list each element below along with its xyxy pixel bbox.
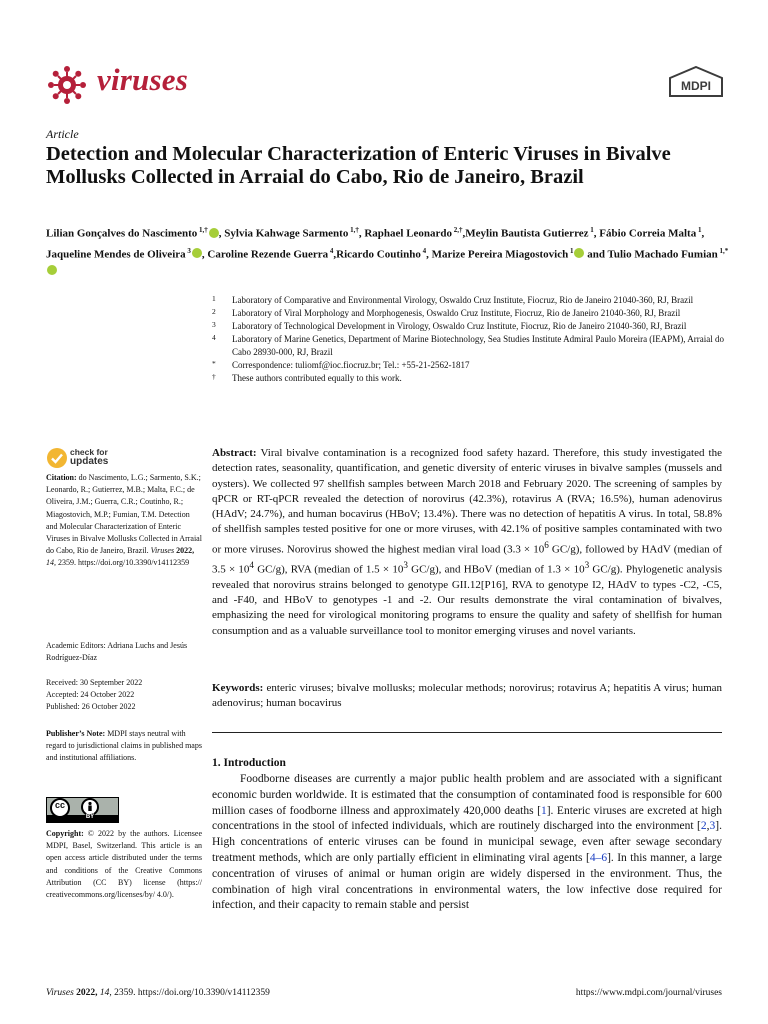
publisher-note	[46, 728, 202, 765]
affiliation-mark: 3	[212, 320, 216, 329]
affiliation-text: These authors contributed equally to this work.	[232, 373, 402, 383]
affiliation-text: Laboratory of Marine Genetics, Department of Marine Biotechnology, Sea Studies Institute Admiral Paulo Moreira (IEAPM), Arraial do Cabo 28930-000, RJ, Brazil	[232, 334, 725, 357]
academic-editors: Academic Editors: Adriana Luchs and Jesús Rodríguez-Díaz	[46, 641, 188, 663]
copyright-label: Copyright:	[46, 829, 84, 838]
orcid-icon[interactable]	[574, 248, 584, 258]
author-affiliation-mark: 4	[420, 246, 427, 255]
intro-text-3: ,	[706, 820, 710, 833]
affiliation-mark: *	[212, 359, 216, 368]
publisher-note-text: MDPI stays neutral with regard to jurisdictional claims in published maps and institutional affiliations.	[46, 729, 202, 763]
section-heading-introduction: 1. Introduction	[212, 757, 286, 769]
reference-link[interactable]: 4–6	[589, 851, 608, 864]
author-separator: ,	[462, 227, 466, 240]
author-affiliation-mark: 1,*	[717, 246, 729, 255]
check-updates-label[interactable]	[70, 448, 108, 466]
affiliation-item	[212, 359, 732, 372]
affiliation-text: Correspondence: tuliomf@ioc.fiocruz.br; Tel.: +55-21-2562-1817	[232, 360, 470, 370]
check-updates-line1: check for	[70, 447, 108, 457]
publisher-note-label: Publisher’s Note:	[46, 729, 106, 738]
intro-text-1: Foodborne diseases are currently a major public health problem and are associated with a significant economic burden worldwide. It is estimated that the consumption of contaminated food is responsible for 600 million cases of foodborne illness and approximately 420,000 deaths [	[212, 773, 722, 817]
affiliation-mark: †	[212, 372, 216, 381]
abstract-text-1: Viral bivalve contamination is a recognized food safety hazard. Therefore, this study investigated the detection rates, seasonality, quantification, and genetic diversity of enteric viruses in bivalve samples (mussels and oysters). We collected 97 shellfish samples between March 2018 and February 2020. The screening of samples by qPCR or RT-qPCR revealed the detection of norovirus (42.3%), rotavirus A (RVA; 16.5%), human adenovirus (HAdV; 24.7%), and human bocavirus (HBoV; 13.4%). There was no detection of hepatitis A virus. In total, 58.8% of shellfish samples tested positive for one or more viruses, with 42.1% of positive samples contaminated with two or more viruses. Norovirus showed the highest median viral load (3.3 × 10	[212, 447, 722, 556]
intro-text-2: ]. Enteric viruses are excreted at high concentrations in the stool of infected individuals, which are routinely discharged into the environment [	[212, 804, 722, 833]
affiliation-item	[212, 372, 732, 385]
footer-journal: Viruses	[46, 988, 74, 998]
author-affiliation-mark: 1	[588, 226, 594, 234]
abstract-exp-1: 6	[544, 539, 549, 550]
citation	[46, 472, 202, 570]
citation-journal: Viruses	[150, 546, 175, 556]
reference-link[interactable]: 3	[709, 820, 716, 833]
affiliation-text: Laboratory of Viral Morphology and Morphogenesis, Oswaldo Cruz Institute, Fiocruz, Rio de Janeiro 21040-360, RJ, Brazil	[232, 308, 681, 318]
reference-link[interactable]: 1	[540, 804, 547, 817]
author-separator: ,	[426, 248, 432, 261]
footer-volume: 14,	[99, 988, 112, 998]
author-name: Jaqueline Mendes de Oliveira	[46, 248, 186, 261]
citation-year: 2022,	[176, 546, 195, 556]
check-updates-icon[interactable]	[46, 447, 68, 469]
affiliations	[212, 294, 732, 385]
copyright	[46, 828, 202, 901]
section-divider	[212, 732, 722, 733]
publisher-name: MDPI	[681, 79, 711, 93]
article-title: Detection and Molecular Characterization of Enteric Viruses in Bivalve Mollusks Collected in Arraial do Cabo, Rio de Janeiro, Brazil	[46, 143, 671, 188]
affiliation-item	[212, 294, 732, 307]
copyright-text: © 2022 by the authors. Licensee MDPI, Basel, Switzerland. This article is an open access article distributed under the terms and conditions of the Creative Commons Attribution (CC BY) license (https:// creativecommons.org/licenses/by/ 4.0/).	[46, 829, 203, 900]
author-affiliation-mark: 1	[696, 226, 702, 234]
author-separator: ,	[333, 248, 337, 261]
author-affiliation-mark: 4	[328, 246, 334, 255]
citation-volume: 14,	[46, 558, 56, 568]
affiliation-item	[212, 333, 732, 359]
abstract-text-5: GC/g). Phylogenetic analysis revealed that norovirus strains belonged to genotype GII.12[P16], RVA to genotype I2, HAdV to types -C2, -C5, and -F40, and HBoV to genotypes -1 and -2. Our results demonstrate the viral contamination of bivalves, emphasizing the need for virological monitoring programs to ensure the quality and safety of shellfish for human consumption and as a valuable surveillance tool to monitor emerging viruses and novel variants.	[212, 563, 722, 637]
footer-doi-link[interactable]: 2359. https://doi.org/10.3390/v14112359	[114, 988, 270, 998]
keywords	[212, 681, 722, 712]
published-date: Published: 26 October 2022	[46, 702, 136, 712]
affiliation-text: Laboratory of Technological Development in Virology, Oswaldo Cruz Institute, Fiocruz, Rio de Janeiro 21040-360, RJ, Brazil	[232, 321, 687, 331]
cc-by-license-icon[interactable]	[46, 797, 119, 823]
author-affiliation-mark: 1,†	[197, 226, 208, 234]
author-name: Tulio Machado Fumian	[607, 248, 718, 261]
affiliation-item	[212, 320, 732, 333]
cc-by-label: BY	[85, 814, 95, 820]
received-date: Received: 30 September 2022	[46, 678, 143, 687]
affiliation-mark: 1	[212, 294, 216, 303]
footer-year: 2022,	[76, 988, 98, 998]
introduction-paragraph	[212, 772, 722, 914]
cc-label: cc	[54, 800, 65, 810]
author-name: Marize Pereira Miagostovich	[431, 248, 569, 261]
author-name: Lilian Gonçalves do Nascimento	[46, 227, 198, 240]
abstract-label: Abstract:	[212, 447, 257, 459]
keywords-label: Keywords:	[212, 682, 264, 694]
reference-link[interactable]: 2	[700, 820, 707, 833]
author-name: Raphael Leonardo	[364, 227, 453, 240]
author-name: Fábio Correia Malta	[599, 227, 697, 240]
author-separator: ,	[218, 227, 225, 240]
article-dates	[46, 677, 202, 714]
author-separator: ,	[201, 248, 208, 261]
author-affiliation-mark: 1	[568, 246, 574, 255]
affiliation-mark: 2	[212, 307, 216, 316]
abstract-exp-4: 3	[584, 559, 590, 570]
author-name: Ricardo Coutinho	[336, 248, 421, 261]
abstract-text-2: GC/g), followed by HAdV (median of 3.5 × 10	[212, 543, 722, 576]
footer-citation	[46, 988, 270, 998]
orcid-icon[interactable]	[47, 265, 57, 275]
article-type: Article	[46, 127, 79, 141]
author-separator: ,	[593, 227, 600, 240]
citation-text: do Nascimento, L.G.; Sarmento, S.K.; Leonardo, R.; Gutierrez, M.B.; Malta, F.C.; de Oliveira, J.M.; Guerra, C.R.; Coutinho, R.; Miagostovich, M.P.; Fumian, T.M. Detection and Molecular Characterization of Enteric Viruses in Bivalve Mollusks Collected in Arraial do Cabo, Rio de Janeiro, Brazil.	[46, 473, 202, 556]
author-separator: ,	[358, 227, 365, 240]
citation-label: Citation:	[46, 473, 77, 482]
keywords-text: enteric viruses; bivalve mollusks; molecular methods; norovirus; rotavirus A; hepatitis A virus; human adenovirus; human bocavirus	[212, 682, 723, 710]
author-affiliation-mark: 2,†	[452, 226, 463, 234]
author-list	[46, 222, 731, 280]
abstract-text-3: GC/g), RVA (median of 1.5 × 10	[254, 563, 404, 576]
footer-journal-url[interactable]: https://www.mdpi.com/journal/viruses	[575, 988, 722, 998]
intro-text-5: ]. In this manner, a large concentration of viruses of animal or human origin are widely dispersed in the environment. Thus, the combination of high viral concentrations in environmental waters, the low infective dose required for infection, and their capacity to remain stable and persist	[212, 851, 722, 912]
intro-text-4: ]. High concentrations of enteric viruses can be found in municipal sewage, even after sewage secondary treatment methods, which are only partially efficient in eliminating viral agents [	[212, 820, 722, 864]
abstract	[212, 446, 722, 639]
orcid-icon[interactable]	[192, 248, 202, 258]
check-updates-line2: updates	[70, 456, 109, 467]
author-name: Sylvia Kahwage Sarmento	[224, 227, 349, 240]
journal-logo-icon	[46, 64, 88, 106]
accepted-date: Accepted: 24 October 2022	[46, 690, 135, 700]
affiliation-mark: 4	[212, 333, 216, 342]
citation-doi-link[interactable]: https://doi.org/10.3390/v14112359	[78, 558, 190, 568]
abstract-exp-3: 3	[403, 559, 408, 570]
author-separator: ,	[701, 227, 705, 240]
orcid-icon[interactable]	[209, 228, 219, 238]
citation-page: 2359.	[58, 558, 76, 568]
author-name: Caroline Rezende Guerra	[207, 248, 329, 261]
author-name: Meylin Bautista Gutierrez	[465, 227, 589, 240]
abstract-text-4: GC/g), and HBoV (median of 1.3 × 10	[407, 563, 585, 576]
affiliation-item	[212, 307, 732, 320]
author-affiliation-mark: 3	[185, 246, 191, 255]
abstract-exp-2: 4	[249, 559, 254, 570]
affiliation-text: Laboratory of Comparative and Environmental Virology, Oswaldo Cruz Institute, Fiocruz, Rio de Janeiro 21040-360, RJ, Brazil	[232, 295, 694, 305]
journal-name[interactable]: viruses	[97, 62, 188, 97]
author-separator: and	[584, 248, 608, 261]
author-affiliation-mark: 1,†	[348, 226, 359, 234]
